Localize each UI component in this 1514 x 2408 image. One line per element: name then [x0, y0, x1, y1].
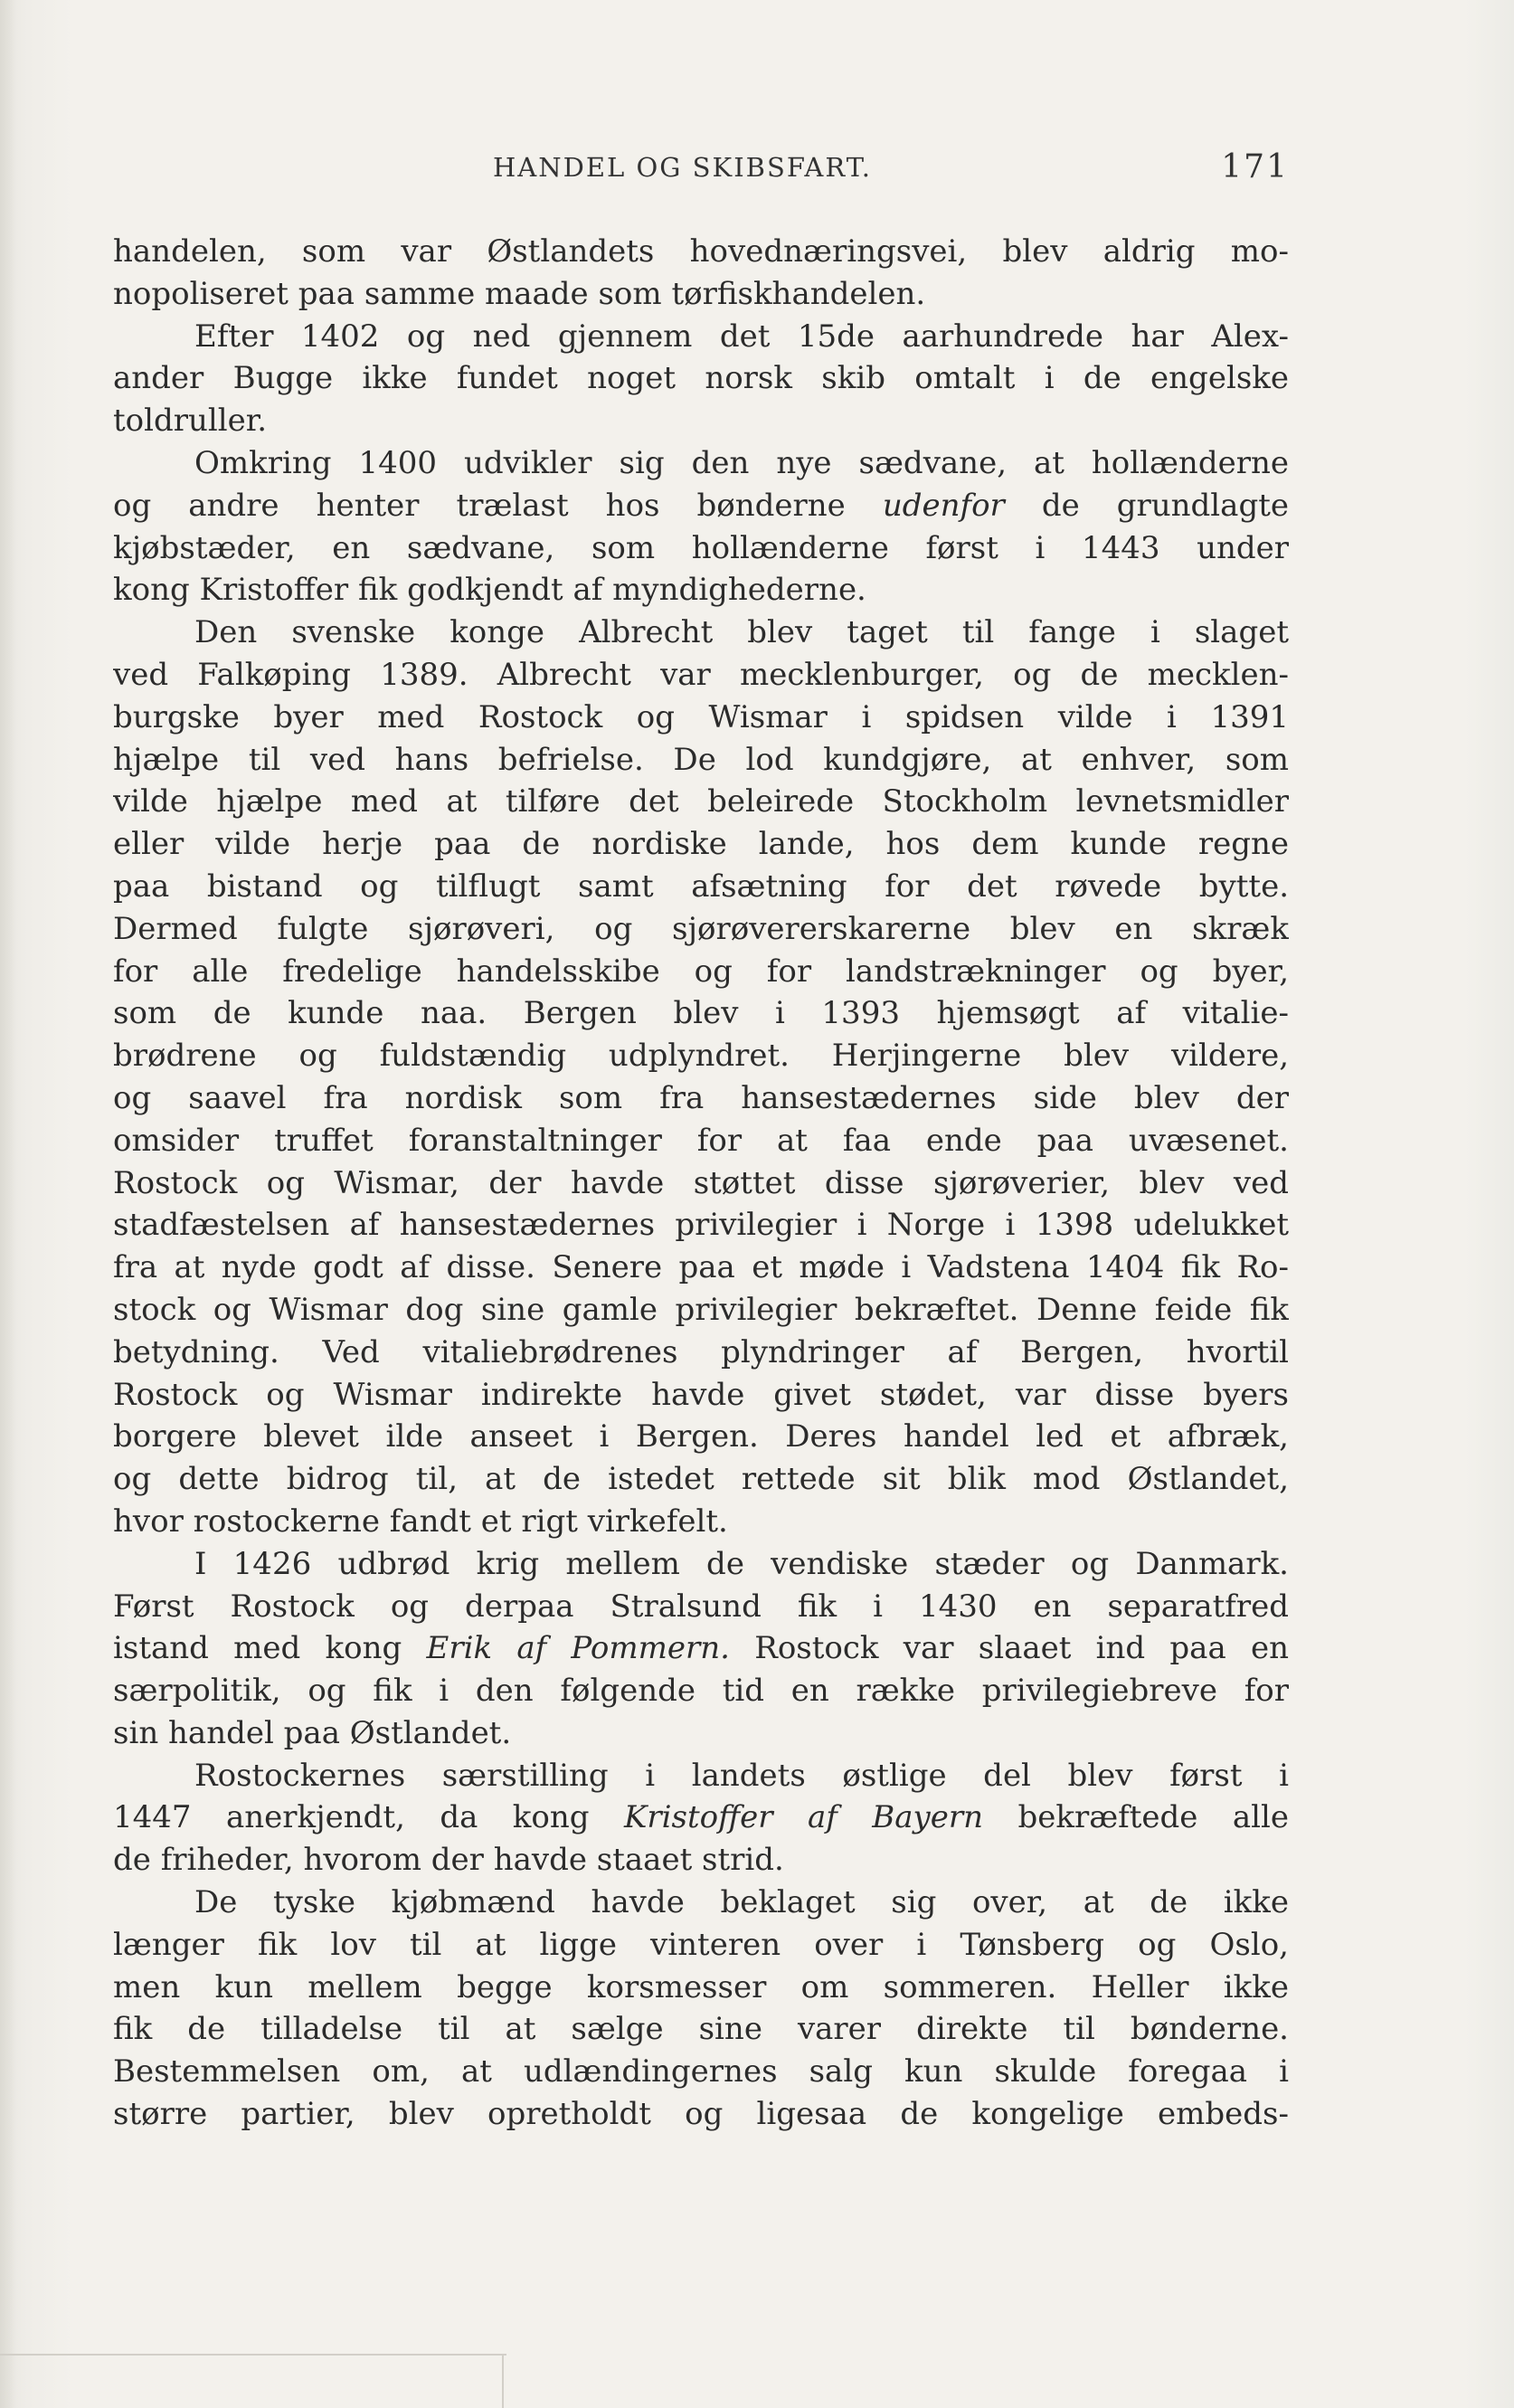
text-segment: Rostock var slaaet ind paa en	[754, 1630, 1289, 1667]
italic-emphasis: udenfor	[882, 487, 1005, 524]
text-line: nopoliseret paa samme maade som tørfiskhandelen.	[113, 275, 926, 312]
page-gutter-shadow	[0, 0, 16, 2408]
text-line: og dette bidrog til, at de istedet rettede sit blik mod Østlandet,	[113, 1461, 1289, 1498]
text-line: handelen, som var Østlandets hovednæringsvei, blev aldrig mo-	[113, 233, 1289, 270]
scan-edge-corner	[502, 2354, 504, 2408]
text-line: større partier, blev opretholdt og ligesaa de kongelige embeds-	[113, 2096, 1289, 2133]
text-line: Rostockernes særstilling i landets østlige del blev først i	[194, 1757, 1289, 1794]
text-line: hjælpe til ved hans befrielse. De lod kundgjøre, at enhver, som	[113, 741, 1289, 778]
text-line: toldruller.	[113, 403, 268, 440]
text-line: særpolitik, og fik i den følgende tid en række privilegiebreve for	[113, 1673, 1289, 1710]
text-segment: istand med kong	[113, 1630, 402, 1667]
text-line: Dermed fulgte sjørøveri, og sjørøvererskarerne blev en skræk	[113, 910, 1289, 947]
text-line: Den svenske konge Albrecht blev taget til fange i slaget	[194, 614, 1289, 651]
text-line: fra at nyde godt af disse. Senere paa et møde i Vadstena 1404 fik Ro-	[113, 1249, 1289, 1286]
text-line: kong Kristoffer fik godkjendt af myndighederne.	[113, 572, 866, 609]
text-line: Efter 1402 og ned gjennem det 15de aarhundrede har Alex-	[194, 318, 1289, 355]
text-line: men kun mellem begge korsmesser om sommeren. Heller ikke	[113, 1968, 1289, 2005]
text-line: fik de tilladelse til at sælge sine varer direkte til bønderne.	[113, 2011, 1289, 2048]
text-line: for alle fredelige handelsskibe og for landstrækninger og byer,	[113, 953, 1289, 990]
text-line: stock og Wismar dog sine gamle privilegier bekræftet. Denne feide fik	[113, 1291, 1289, 1328]
text-line: hvor rostockerne fandt et rigt virkefelt.	[113, 1503, 728, 1540]
scan-edge-line	[0, 2354, 506, 2356]
page-number: 171	[1221, 148, 1289, 185]
text-line: Omkring 1400 udvikler sig den nye sædvane, at hollænderne	[194, 444, 1289, 481]
text-segment: de grundlagte	[1041, 487, 1289, 524]
text-line: I 1426 udbrød krig mellem de vendiske stæder og Danmark.	[194, 1545, 1289, 1582]
body-text	[113, 231, 1289, 2136]
text-line: ved Falkøping 1389. Albrecht var mecklenburger, og de mecklen-	[113, 656, 1289, 693]
text-line: brødrene og fuldstændig udplyndret. Herjingerne blev vildere,	[113, 1038, 1289, 1075]
text-line: som de kunde naa. Bergen blev i 1393 hjemsøgt af vitalie-	[113, 995, 1289, 1032]
text-line: omsider truffet foranstaltninger for at faa ende paa uvæsenet.	[113, 1122, 1289, 1159]
text-line: eller vilde herje paa de nordiske lande, hos dem kunde regne	[113, 826, 1289, 863]
text-line: burgske byer med Rostock og Wismar i spidsen vilde i 1391	[113, 698, 1289, 735]
text-line: og saavel fra nordisk som fra hansestædernes side blev der	[113, 1079, 1289, 1116]
text-line	[113, 1797, 1289, 1839]
text-line: de friheder, hvorom der havde staaet strid.	[113, 1842, 784, 1879]
text-segment: 1447 anerkjendt, da kong	[113, 1799, 590, 1836]
text-segment: bekræftede alle	[1017, 1799, 1289, 1836]
italic-emphasis: Erik af Pommern.	[426, 1630, 730, 1667]
running-title: HANDEL OG SKIBSFART.	[493, 152, 872, 183]
text-line: borgere blevet ilde anseet i Bergen. Deres handel led et afbræk,	[113, 1418, 1289, 1455]
text-line: betydning. Ved vitaliebrødrenes plyndringer af Bergen, hvortil	[113, 1333, 1289, 1370]
text-line: sin handel paa Østlandet.	[113, 1714, 512, 1751]
italic-emphasis: Kristoffer af Bayern	[623, 1799, 984, 1836]
text-line: ander Bugge ikke fundet noget norsk skib omtalt i de engelske	[113, 360, 1289, 397]
text-line: stadfæstelsen af hansestædernes privilegier i Norge i 1398 udelukket	[113, 1207, 1289, 1244]
text-line: paa bistand og tilflugt samt afsætning for det røvede bytte.	[113, 867, 1289, 905]
text-line: Rostock og Wismar indirekte havde givet stødet, var disse byers	[113, 1376, 1289, 1413]
text-line: Bestemmelsen om, at udlændingernes salg kun skulde foregaa i	[113, 2053, 1289, 2090]
text-line	[113, 485, 1289, 527]
text-line: vilde hjælpe med at tilføre det beleirede Stockholm levnetsmidler	[113, 783, 1289, 820]
text-line: kjøbstæder, en sædvane, som hollænderne først i 1443 under	[113, 529, 1289, 566]
page-header	[113, 148, 1289, 197]
text-line: De tyske kjøbmænd havde beklaget sig over, at de ikke	[194, 1884, 1289, 1921]
text-line: Rostock og Wismar, der havde støttet disse sjørøverier, blev ved	[113, 1164, 1289, 1201]
text-line	[113, 1627, 1289, 1670]
text-line: længer fik lov til at ligge vinteren over i Tønsberg og Oslo,	[113, 1926, 1289, 1963]
text-segment: og andre henter trælast hos bønderne	[113, 487, 846, 524]
text-line: Først Rostock og derpaa Stralsund fik i 1430 en separatfred	[113, 1588, 1289, 1625]
